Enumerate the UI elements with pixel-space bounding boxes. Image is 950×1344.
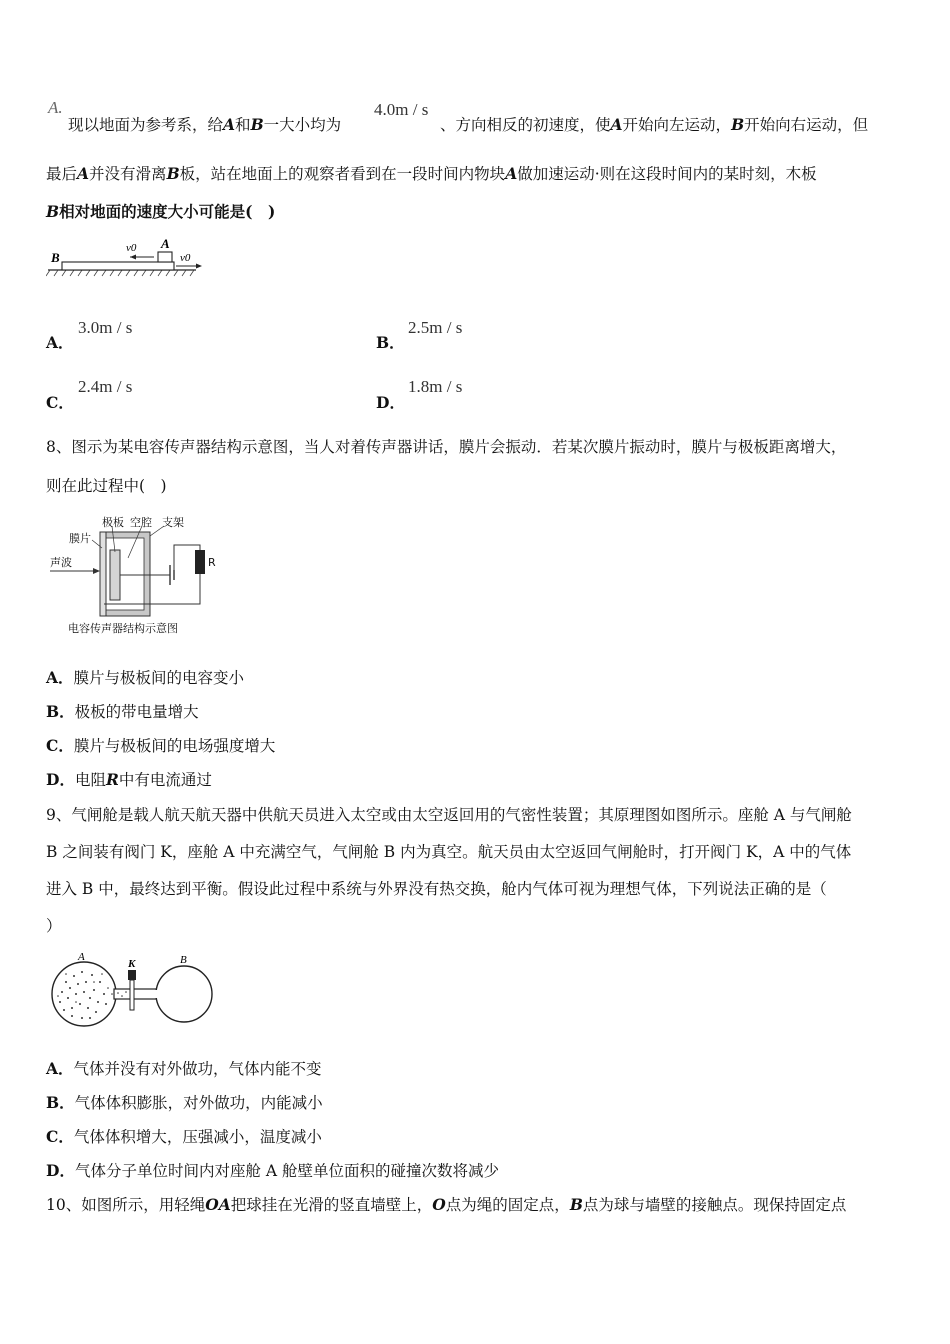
- label-b: B: [51, 250, 60, 265]
- q7-option-a-value: 3.0m / s: [78, 318, 133, 337]
- q9-option-c: C．气体体积增大，压强减小，温度减小: [46, 1127, 322, 1146]
- label-v0-right: v0: [180, 252, 191, 264]
- q9-option-a: A．气体并没有对外做功，气体内能不变: [46, 1059, 322, 1078]
- q9-line-3: 进入 B 中，最终达到平衡。假设此过程中系统与外界没有热交换，舱内气体可视为理想气体，下列说法正确的是（: [46, 880, 827, 898]
- label-bracket: 支架: [162, 516, 184, 529]
- label-cavity: 空腔: [130, 516, 152, 529]
- q8-line-1: 8、图示为某电容传声器结构示意图，当人对着传声器讲话，膜片会振动．若某次膜片振动时，膜片与极板距离增大，: [46, 438, 847, 456]
- q9-line-2: B 之间装有阀门 K，座舱 A 中充满空气，气闸舱 B 内为真空。航天员由太空返回气闸舱时，打开阀门 K，A 中的气体: [46, 843, 852, 861]
- q7-line-1: 现以地面为参考系，给A和B一大小均为: [68, 115, 342, 134]
- figure-caption: 电容传声器结构示意图: [68, 622, 178, 635]
- speed-value: 4.0m / s: [374, 100, 429, 119]
- q7-option-c-letter: C．: [46, 393, 74, 412]
- airlock-figure: [46, 952, 218, 1030]
- label-v0-left: v0: [126, 242, 137, 254]
- q8-line-2: 则在此过程中( ): [46, 477, 167, 495]
- valve-k: [128, 970, 136, 980]
- q7-option-a-letter: A．: [46, 333, 74, 352]
- q7-option-b-letter: B．: [376, 333, 405, 352]
- q10-line-1: 10、如图所示，用轻绳OA把球挂在光滑的竖直墙壁上，O点为绳的固定点，B点为球与墙壁的接触点。现保持固定点: [46, 1195, 847, 1214]
- block-a: [158, 252, 172, 262]
- q9-option-d: D．气体分子单位时间内对座舱 A 舱壁单位面积的碰撞次数将减少: [46, 1161, 500, 1180]
- option-label-a-fragment: A.: [48, 98, 63, 117]
- q8-option-b: B．极板的带电量增大: [46, 702, 199, 721]
- q7-line-3: B相对地面的速度大小可能是( ): [46, 202, 276, 221]
- plank-block-figure: [46, 234, 206, 282]
- q7-option-c-value: 2.4m / s: [78, 377, 133, 396]
- capacitor-mic-figure: [46, 510, 236, 635]
- chamber-b: [156, 966, 212, 1022]
- q9-line-1: 9、气闸舱是载人航天航天器中供航天员进入太空或由太空返回用的气密性装置；其原理图如图所示。座舱 A 与气闸舱: [46, 806, 852, 824]
- q7-line-2: 最后A并没有滑离B板，站在地面上的观察者看到在一段时间内物块A做加速运动·则在这段时间内的某时刻，木板: [46, 164, 817, 183]
- label-plate: 极板: [102, 516, 124, 529]
- label-k: K: [128, 958, 136, 970]
- label-b: B: [180, 954, 187, 966]
- q7-option-d-letter: D．: [376, 393, 405, 412]
- q8-option-a: A．膜片与极板间的电容变小: [46, 668, 245, 687]
- label-resistor-r: R: [208, 556, 216, 569]
- q8-option-c: C．膜片与极板间的电场强度增大: [46, 736, 276, 755]
- label-a: A: [161, 236, 170, 251]
- q7-line-1-cont: 、方向相反的初速度，使A开始向左运动，B开始向右运动，但: [440, 115, 869, 134]
- q7-option-b-value: 2.5m / s: [408, 318, 463, 337]
- q8-option-d: D．电阻R中有电流通过: [46, 770, 212, 789]
- q9-line-4: ）: [46, 917, 62, 935]
- chamber-a: [52, 962, 116, 1026]
- q9-option-b: B．气体体积膨胀，对外做功，内能减小: [46, 1093, 323, 1112]
- plank-b: [62, 262, 174, 270]
- label-a: A: [78, 952, 85, 963]
- label-sound-wave: 声波: [50, 556, 72, 569]
- label-membrane: 膜片: [69, 532, 91, 545]
- q7-option-d-value: 1.8m / s: [408, 377, 463, 396]
